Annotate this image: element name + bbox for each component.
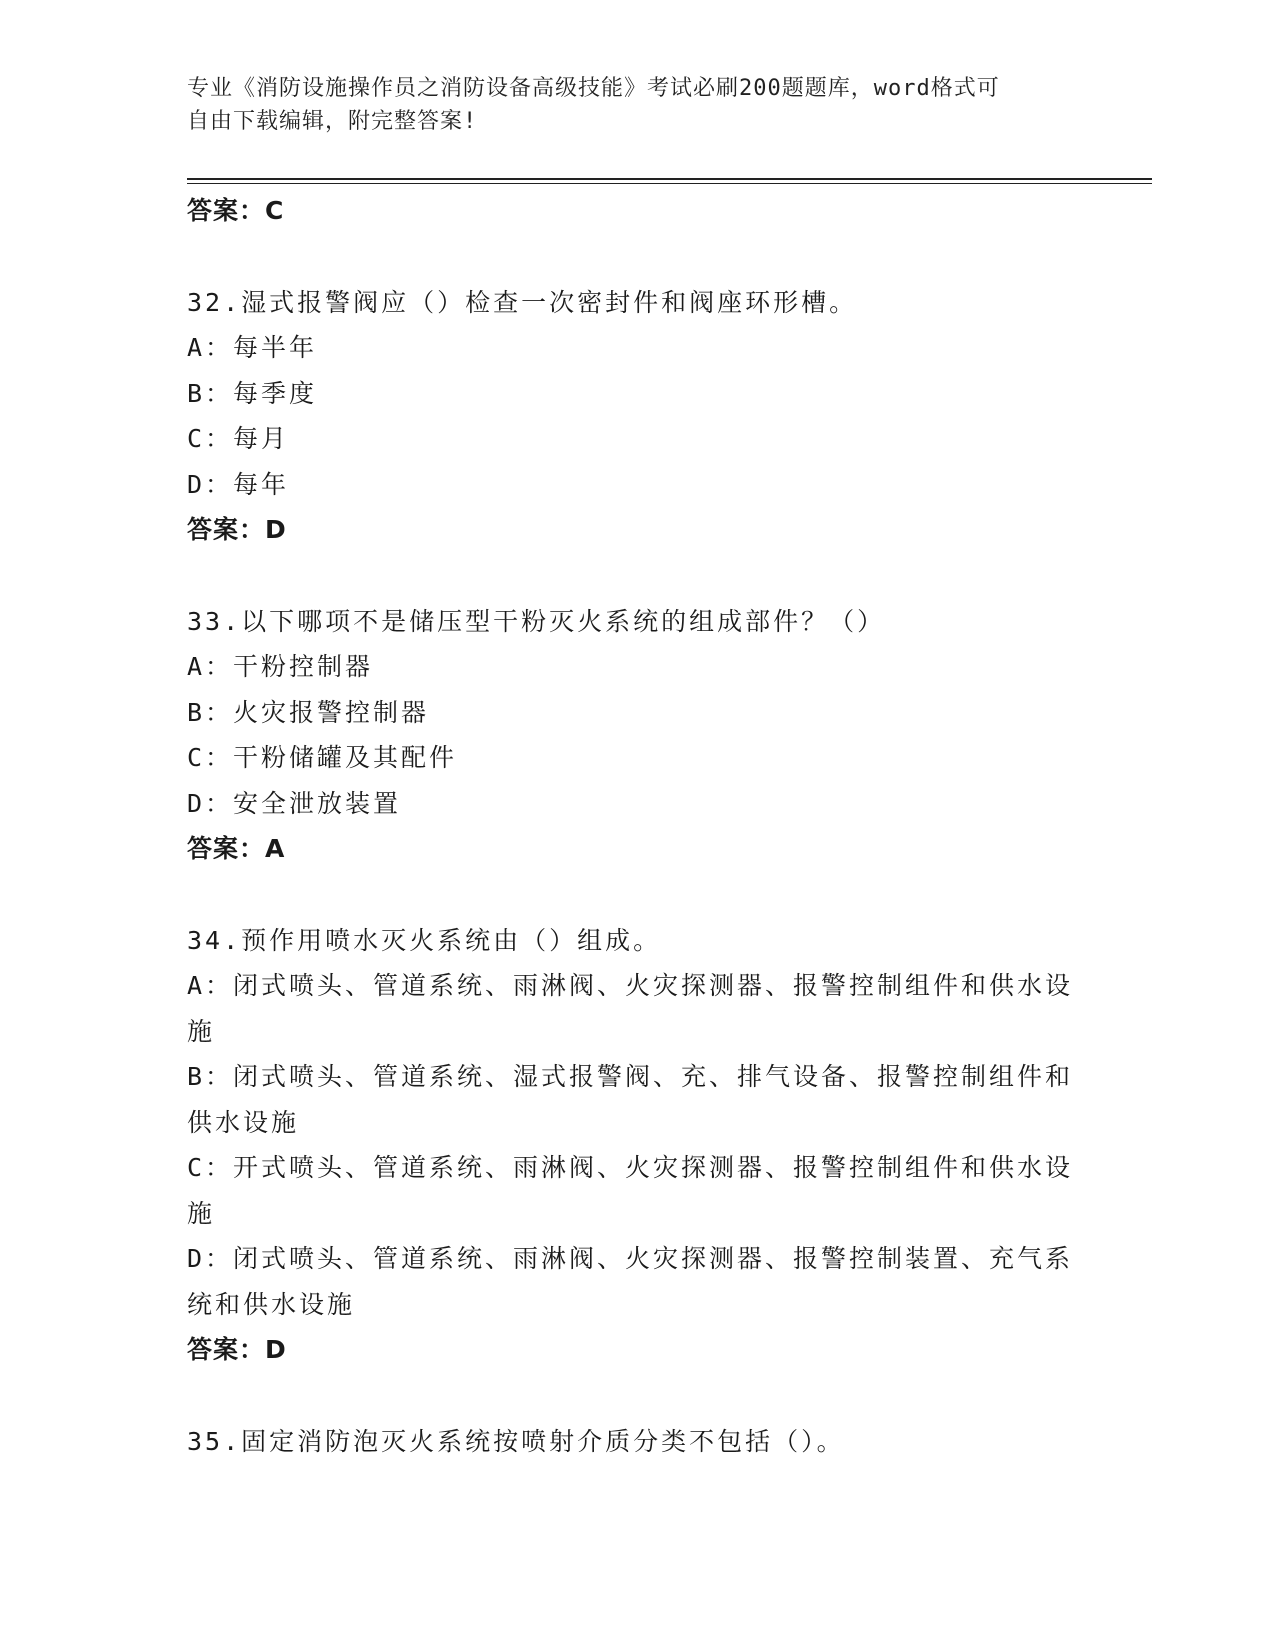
question-stem: 33.以下哪项不是储压型干粉灭火系统的组成部件？（）: [187, 606, 886, 636]
question-stem: 32.湿式报警阀应（）检查一次密封件和阀座环形槽。: [187, 287, 858, 317]
question-34: [187, 918, 1077, 1373]
option-a: A：每半年: [187, 333, 318, 362]
option-c: C：干粉储罐及其配件: [187, 743, 458, 772]
option-d: D：安全泄放装置: [187, 788, 402, 818]
question-stem: 34.预作用喷水灭火系统由（）组成。: [187, 925, 662, 955]
option-b: B：火灾报警控制器: [187, 697, 430, 727]
document-header: [187, 72, 1067, 138]
option-a: A：闭式喷头、管道系统、雨淋阀、火灾探测器、报警控制组件和供水设施: [187, 971, 1074, 1046]
spacer: [187, 872, 1077, 918]
spacer: [187, 234, 1077, 280]
question-32: [187, 280, 1077, 553]
question-answer: 答案：D: [187, 1335, 287, 1364]
header-line-1: 专业《消防设施操作员之消防设备高级技能》考试必刷200题题库，word格式可: [187, 76, 1000, 101]
spacer: [187, 1373, 1077, 1419]
header-line-2: 自由下载编辑，附完整答案!: [187, 109, 478, 134]
question-35: [187, 1419, 1077, 1465]
option-d: D：每年: [187, 469, 290, 499]
option-c: C：每月: [187, 424, 290, 453]
question-stem: 35.固定消防泡灭火系统按喷射介质分类不包括（）。: [187, 1426, 845, 1456]
option-b: B：闭式喷头、管道系统、湿式报警阀、充、排气设备、报警控制组件和供水设施: [187, 1062, 1074, 1137]
question-33: [187, 599, 1077, 872]
previous-answer: 答案：C: [187, 196, 285, 225]
header-divider-thin: [187, 183, 1152, 184]
option-c: C：开式喷头、管道系统、雨淋阀、火灾探测器、报警控制组件和供水设施: [187, 1153, 1074, 1228]
question-answer: 答案：D: [187, 515, 287, 544]
option-a: A：干粉控制器: [187, 652, 374, 681]
option-d: D：闭式喷头、管道系统、雨淋阀、火灾探测器、报警控制装置、充气系统和供水设施: [187, 1244, 1074, 1319]
option-b: B：每季度: [187, 378, 318, 408]
question-answer: 答案：A: [187, 834, 286, 863]
question-list: [187, 188, 1077, 1464]
spacer: [187, 553, 1077, 599]
header-divider-thick: [187, 178, 1152, 180]
